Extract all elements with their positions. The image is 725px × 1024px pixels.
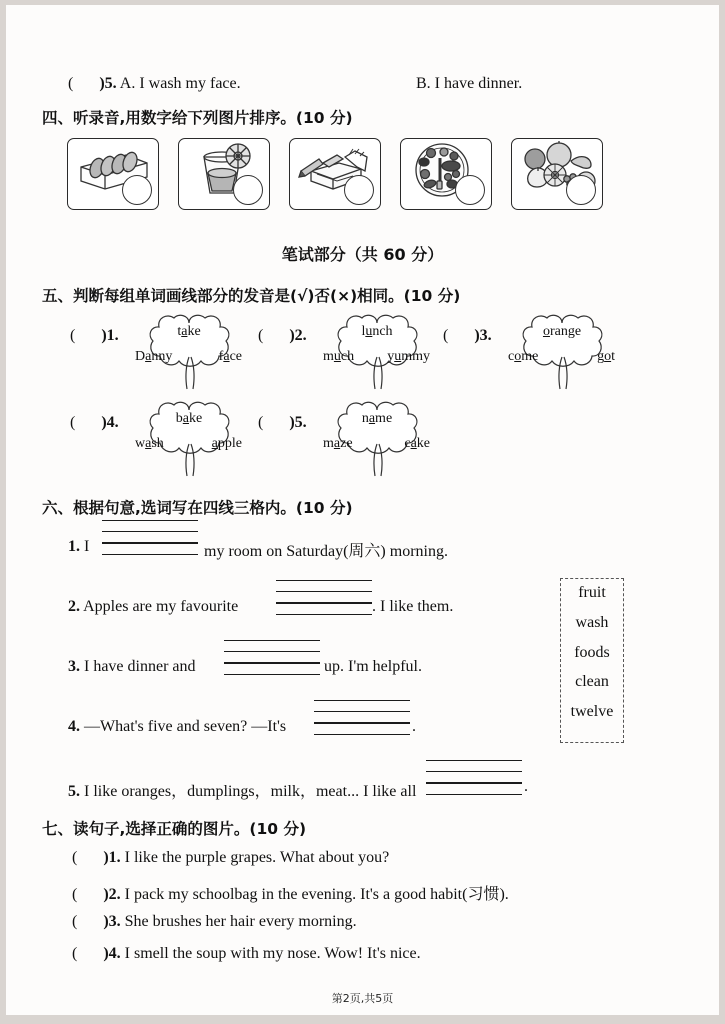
item-3-tag: ( )3. [443, 327, 492, 344]
sentence-text: I smell the soup with my nose. Wow! It's nice. [124, 945, 421, 962]
item-number: )4. [103, 945, 121, 962]
answer-paren[interactable]: ( [72, 886, 78, 903]
item-number: )3. [103, 913, 121, 930]
clover-word-left: Danny [135, 349, 173, 364]
sentence-before: Apples are my favourite [83, 598, 239, 615]
picture-box-4[interactable] [400, 138, 492, 210]
section-7-item-1 [72, 849, 389, 867]
item-4-tag: ( )4. [70, 414, 119, 431]
sentence-after: . I like them. [372, 598, 454, 615]
answer-circle[interactable] [455, 175, 485, 205]
question-3-item-5 [68, 75, 668, 93]
item-1-tag: ( )1. [70, 327, 119, 344]
picture-box-3[interactable] [289, 138, 381, 210]
writing-guide-lines[interactable] [426, 760, 522, 794]
section-6-heading: 六、根据句意,选词写在四线三格内。(10 分) [42, 499, 353, 517]
word-bank-item[interactable]: twelve [570, 703, 614, 721]
picture-box-1[interactable] [67, 138, 159, 210]
sentence-after: my room on Saturday(周六) morning. [204, 543, 448, 560]
section-7-heading: 七、读句子,选择正确的图片。(10 分) [42, 820, 307, 838]
clover-word-left: wash [135, 436, 164, 451]
sentence-before: I [84, 538, 90, 555]
item-number: 2. [68, 598, 80, 615]
item-number: 3. [68, 658, 80, 675]
writing-guide-lines[interactable] [224, 640, 320, 674]
sentence-after: . [524, 778, 528, 795]
item-number: 4. [68, 718, 80, 735]
answer-paren: ( [68, 75, 74, 92]
item-2-tag: ( )2. [258, 327, 307, 344]
clover-shape-4 [132, 400, 246, 482]
section-7-item-4 [72, 945, 421, 963]
clover-word-left: much [323, 349, 355, 364]
clover-shape-3 [505, 313, 619, 395]
word-bank-item[interactable]: wash [575, 613, 609, 631]
answer-paren[interactable]: ( [72, 913, 78, 930]
section-7-item-3 [72, 913, 357, 931]
section-4-picture-row [67, 138, 603, 210]
section-4-heading: 四、听录音,用数字给下列图片排序。(10 分) [42, 109, 353, 127]
sentence-before: —What's five and seven? —It's [84, 718, 287, 735]
item-number: )5. [99, 75, 117, 92]
answer-circle[interactable] [344, 175, 374, 205]
clover-shape-2 [320, 313, 434, 395]
word-bank [560, 578, 624, 743]
clover-word-top: take [177, 324, 201, 339]
clover-word-right: cake [404, 436, 430, 451]
word-bank-item[interactable]: fruit [578, 584, 606, 601]
section-7-item-2 [72, 881, 509, 904]
writing-guide-lines[interactable] [314, 700, 410, 734]
item-number: )1. [103, 849, 121, 866]
writing-guide-lines[interactable] [102, 520, 198, 554]
clover-word-right: yummy [387, 349, 430, 364]
clover-shape-1 [132, 313, 246, 395]
page-footer: 第2页,共5页 [331, 992, 394, 1005]
clover-word-right: apple [211, 436, 242, 451]
answer-paren[interactable]: ( [72, 945, 78, 962]
clover-word-top: name [361, 411, 393, 426]
clover-word-right: face [218, 349, 242, 364]
item-number: 1. [68, 538, 80, 555]
answer-paren[interactable]: ( [72, 849, 78, 866]
picture-box-5[interactable] [511, 138, 603, 210]
sentence-after: . [412, 718, 416, 735]
item-number: )2. [103, 886, 121, 903]
sentence-text: I like the purple grapes. What about you? [124, 849, 390, 866]
option-b-text: B. I have dinner. [416, 75, 523, 92]
clover-word-right: got [597, 349, 615, 364]
sentence-text: She brushes her hair every morning. [124, 913, 357, 930]
sentence-before: I have dinner and [84, 658, 196, 675]
clover-word-top: bake [175, 411, 203, 426]
picture-box-2[interactable] [178, 138, 270, 210]
answer-circle[interactable] [566, 175, 596, 205]
sentence-before: I like oranges，dumplings，milk，meat... I like all [84, 783, 417, 800]
answer-circle[interactable] [122, 175, 152, 205]
writing-guide-lines[interactable] [276, 580, 372, 614]
clover-word-left: maze [323, 436, 353, 451]
word-bank-item[interactable]: clean [575, 673, 609, 691]
written-part-title: 笔试部分（共 60 分） [281, 245, 444, 264]
word-bank-item[interactable]: foods [574, 643, 610, 661]
clover-word-top: lunch [361, 324, 393, 339]
option-a-text: A. I wash my face. [119, 75, 241, 92]
sentence-after: up. I'm helpful. [324, 658, 422, 675]
answer-circle[interactable] [233, 175, 263, 205]
exam-paper-page [6, 5, 719, 1015]
section-5-heading: 五、判断每组单词画线部分的发音是(√)否(×)相同。(10 分) [42, 287, 461, 305]
clover-word-top: orange [542, 324, 582, 339]
item-number: 5. [68, 783, 80, 800]
item-5-tag: ( )5. [258, 414, 307, 431]
sentence-text: I pack my schoolbag in the evening. It's a good habit(习惯). [124, 886, 509, 903]
clover-shape-5 [320, 400, 434, 482]
clover-word-left: come [508, 349, 539, 364]
